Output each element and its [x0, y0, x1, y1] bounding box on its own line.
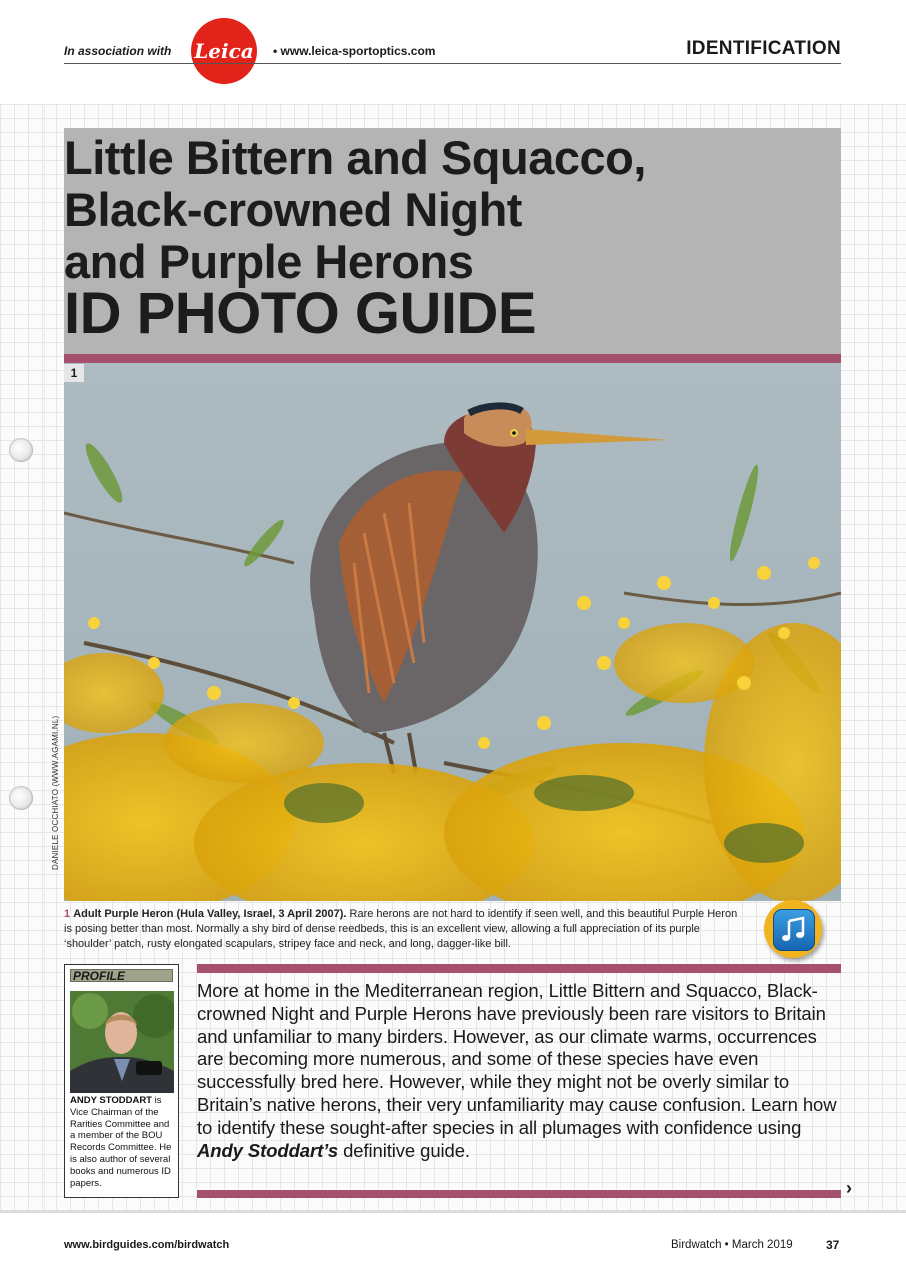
next-page-arrow[interactable]: › — [846, 1178, 852, 1198]
heron-photo — [64, 363, 841, 901]
music-note-icon[interactable] — [773, 909, 815, 951]
profile-bio — [70, 1095, 176, 1189]
margin-line — [44, 104, 45, 1210]
sponsor-link[interactable]: • www.leica-sportoptics.com — [273, 44, 436, 58]
intro-author: Andy Stoddart’s — [197, 1139, 339, 1161]
section-title: IDENTIFICATION — [686, 38, 841, 59]
caption-body: Rare herons are not hard to identify if seen well, and this beautiful Purple Heron is posing better than most. Normally a shy bird of dense reedbeds, this is an excellent view, allowing a full appreciation of its purple ‘shoulder’ patch, rusty elongated scapulars, stripey face and neck, and long, dagger-like bill. — [64, 908, 738, 950]
title-underline-bar — [64, 354, 841, 363]
title-line-3: and Purple Herons — [64, 235, 474, 288]
profile-bio-text: is Vice Chairman of the Rarities Committee and a member of the BOU Records Committee. He is also author of several books and numerous ID papers. — [70, 1095, 172, 1189]
photo-credit: DANIELE OCCHIATO (WWW.AGAMI.NL) — [51, 715, 60, 870]
profile-label: PROFILE — [70, 969, 173, 982]
author-photo — [70, 991, 174, 1093]
association-text: In association with — [64, 44, 172, 58]
header-divider — [64, 63, 841, 64]
photo-caption — [64, 907, 739, 952]
title-line-2: Black-crowned Night — [64, 183, 522, 236]
punch-hole-top — [9, 438, 33, 462]
article-intro — [197, 980, 842, 1162]
caption-number: 1 — [64, 908, 71, 920]
footer-issue: Birdwatch • March 2019 — [671, 1239, 793, 1251]
leica-logo-text: Leica — [194, 39, 254, 63]
page-number: 37 — [826, 1238, 840, 1252]
intro-top-bar — [197, 964, 841, 973]
intro-text: More at home in the Mediterranean region, Little Bittern and Squacco, Black-crowned Night and Purple Herons have previously been rare visitors to Britain and unfamiliar to many birders. However, as our climate warms, occurrences are becoming more numerous, and some of these species have even successfully bred here. However, while they might not be overly similar to Britain’s native herons, their very unfamiliarity may cause confusion. Learn how to identify these sought-after species in all plumages with confidence using — [197, 980, 837, 1138]
leica-logo — [191, 18, 257, 84]
intro-bottom-bar — [197, 1190, 841, 1198]
title-line-1: Little Bittern and Squacco, — [64, 131, 646, 184]
author-profile-box — [64, 964, 179, 1198]
punch-hole-bottom — [9, 786, 33, 810]
page-header — [64, 18, 841, 66]
article-title — [64, 132, 841, 288]
audio-badge[interactable] — [764, 900, 822, 958]
caption-lead: Adult Purple Heron (Hula Valley, Israel, 3 April 2007). — [73, 908, 347, 920]
photo-number-label: 1 — [64, 364, 84, 382]
article-subtitle: ID PHOTO GUIDE — [64, 281, 537, 346]
purple-heron-illustration — [64, 363, 841, 901]
intro-ending: definitive guide. — [343, 1139, 470, 1161]
profile-name: ANDY STODDART — [70, 1095, 152, 1106]
footer-link[interactable]: www.birdguides.com/birdwatch — [64, 1239, 230, 1251]
